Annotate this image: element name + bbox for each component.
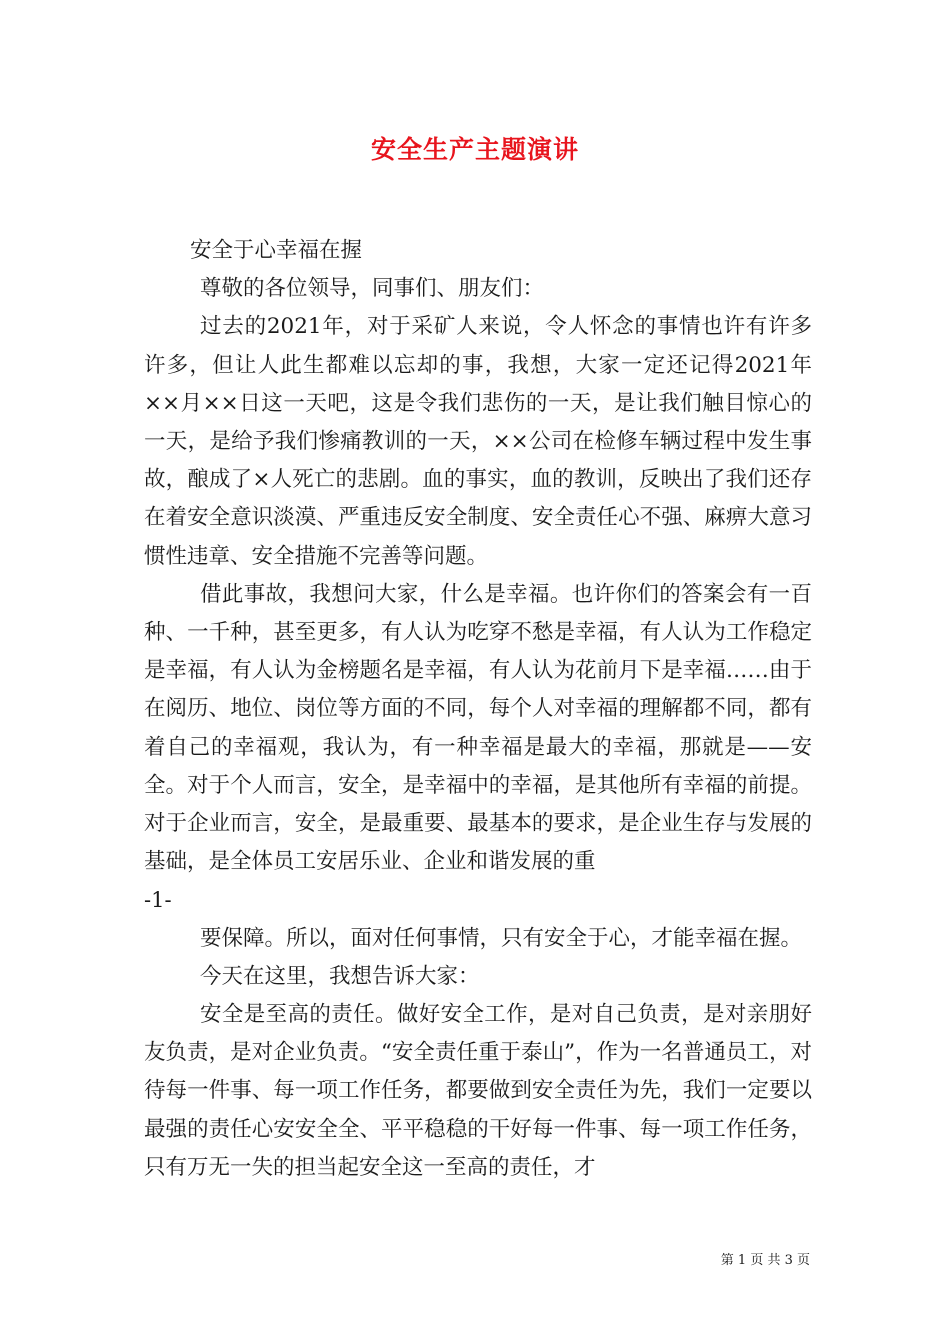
document-title: 安全生产主题演讲 <box>370 135 579 164</box>
page-number-footer: 第 1 页 共 3 页 <box>720 1253 810 1268</box>
inline-page-marker: -1- <box>144 888 172 913</box>
paragraph-announcement: 今天在这里，我想告诉大家： <box>200 963 480 989</box>
paragraph-guarantee: 要保障。所以，面对任何事情，只有安全于心，才能幸福在握。 <box>200 925 803 951</box>
paragraph-accident: 过去的2021年，对于采矿人来说，令人怀念的事情也许有许多许多，但让人此生都难以忘却的事，我想，大家一定还记得2021年××月××日这一天吧，这是令我们悲伤的一天，是让我们触目惊心的一天，是给予我们惨痛教训的一天，××公司在检修车辆过程中发生事故，酿成了×人死亡的悲剧。血的事实，血的教训，反映出了我们还存在着安全意识淡漠、严重违反安全制度、安全责任心不强、麻痹大意习惯性违章、安全措施不完善等问题。 <box>144 314 812 569</box>
document-body <box>144 232 812 1187</box>
speech-subtitle: 安全于心幸福在握 <box>190 238 363 263</box>
salutation: 尊敬的各位领导，同事们、朋友们： <box>200 276 545 302</box>
paragraph-responsibility: 安全是至高的责任。做好安全工作，是对自己负责，是对亲朋好友负责，是对企业负责。“安全责任重于泰山”，作为一名普通员工，对待每一件事、每一项工作任务，都要做到安全责任为先，我们一定要以最强的责任心安安全全、平平稳稳的干好每一件事、每一项工作任务，只有万无一失的担当起安全这一至高的责任，才 <box>144 1002 812 1180</box>
paragraph-happiness: 借此事故，我想问大家，什么是幸福。也许你们的答案会有一百种、一千种，甚至更多，有人认为吃穿不愁是幸福，有人认为工作稳定是幸福，有人认为金榜题名是幸福，有人认为花前月下是幸福……由于在阅历、地位、岗位等方面的不同，每个人对幸福的理解都不同，都有着自己的幸福观，我认为，有一种幸福是最大的幸福，那就是——安全。对于个人而言，安全，是幸福中的幸福，是其他所有幸福的前提。对于企业而言，安全，是最重要、最基本的要求，是企业生存与发展的基础，是全体员工安居乐业、企业和谐发展的重 <box>144 581 812 875</box>
